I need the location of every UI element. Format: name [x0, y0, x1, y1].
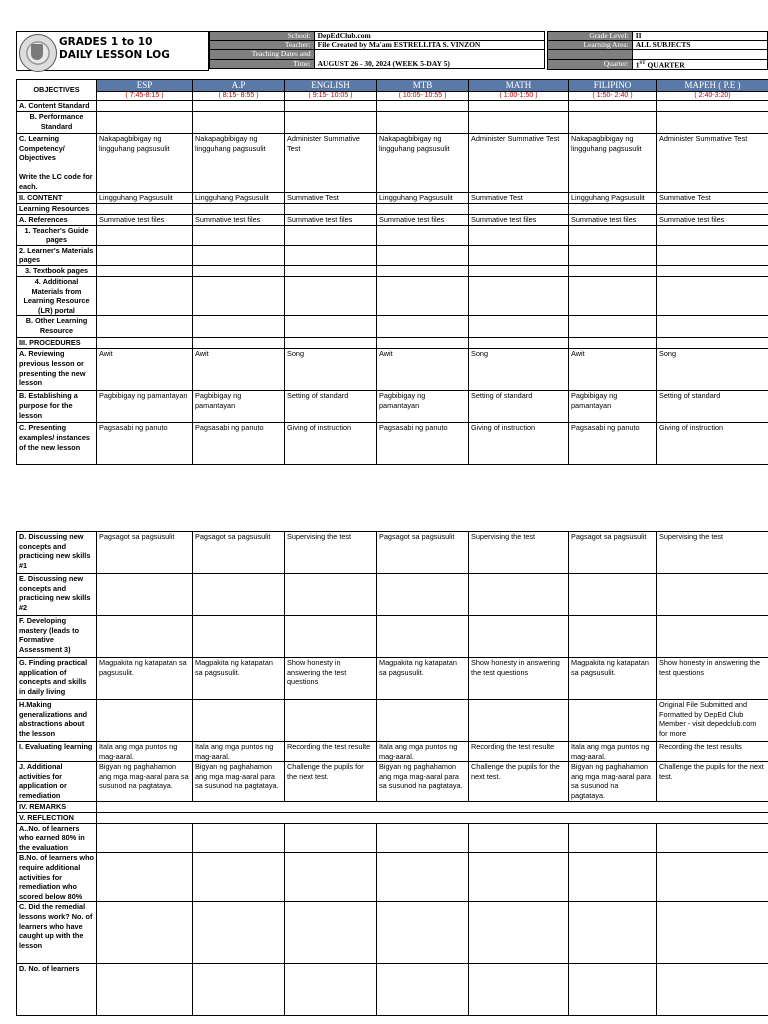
- table-cell: [285, 225, 377, 245]
- subject-header: MAPEH ( P.E ): [657, 80, 768, 92]
- table-cell: Show honesty in answering the test questions: [285, 658, 377, 700]
- table-cell: Itala ang mga puntos ng mag-aaral.: [377, 742, 469, 762]
- header: [16, 31, 768, 71]
- table-cell: Bigyan ng paghahamon ang mga mag-aaral para sa susunod na pagtataya.: [377, 762, 469, 801]
- table-cell: [97, 203, 193, 214]
- table-row: [17, 134, 768, 193]
- table-cell: [569, 964, 657, 1016]
- table-cell: [657, 964, 768, 1016]
- table-cell: Administer Summative Test: [657, 134, 768, 193]
- table-cell: [285, 574, 377, 616]
- table-cell: [657, 101, 768, 112]
- table-row: [17, 812, 768, 823]
- row-label: IV. REMARKS: [17, 801, 97, 812]
- table-cell: Bigyan ng paghahamon ang mga mag-aaral para sa susunod na pagtataya.: [97, 762, 193, 801]
- row-label: H.Making generalizations and abstractions about the lesson: [17, 700, 97, 742]
- table-cell: Pagbibigay ng pamantayan: [569, 391, 657, 423]
- table-cell: Summative test files: [469, 214, 569, 225]
- quarter-label: Quarter:: [548, 59, 633, 70]
- row-label: 3. Textbook pages: [17, 265, 97, 276]
- table-cell: [377, 101, 469, 112]
- table-cell: [193, 700, 285, 742]
- table-cell: [469, 616, 569, 658]
- table-cell: Nakapagbibigay ng lingguhang pagsusulit: [193, 134, 285, 193]
- table-cell: Challenge the pupils for the next test.: [469, 762, 569, 801]
- table-cell: [193, 902, 285, 964]
- table-cell: [97, 801, 768, 812]
- table-cell: [285, 112, 377, 134]
- row-label: B. Establishing a purpose for the lesson: [17, 391, 97, 423]
- table-cell: Summative test files: [569, 214, 657, 225]
- table-cell: [193, 574, 285, 616]
- table-row: [17, 101, 768, 112]
- lesson-log-table-page2: [16, 531, 768, 1016]
- time-slot: ( 9:15- 10:05 ): [285, 92, 377, 101]
- table-cell: [377, 245, 469, 265]
- table-cell: [569, 316, 657, 338]
- table-cell: Magpakita ng katapatan sa pagsusulit.: [97, 658, 193, 700]
- table-cell: Supervising the test: [469, 532, 569, 574]
- table-cell: [469, 823, 569, 853]
- table-cell: Pagsasabi ng panuto: [377, 423, 469, 465]
- table-cell: [469, 902, 569, 964]
- table-cell: [285, 964, 377, 1016]
- table-row: [17, 616, 768, 658]
- table-cell: [377, 616, 469, 658]
- school-value: DepEdClub.com: [314, 32, 544, 41]
- table-cell: Summative test files: [285, 214, 377, 225]
- teacher-value: File Created by Ma'am ESTRELLITA S. VINZON: [314, 41, 544, 50]
- table-cell: [285, 101, 377, 112]
- title-box: [16, 31, 209, 71]
- table-row: [17, 214, 768, 225]
- school-info-table: [209, 31, 545, 69]
- table-cell: [97, 902, 193, 964]
- table-cell: Nakapagbibigay ng lingguhang pagsusulit: [97, 134, 193, 193]
- table-cell: [193, 316, 285, 338]
- table-cell: [469, 225, 569, 245]
- deped-seal-icon: [19, 34, 57, 72]
- table-cell: Awit: [569, 349, 657, 391]
- row-label: C. Did the remedial lessons work? No. of learners who have caught up with the lesson: [17, 902, 97, 964]
- table-cell: [377, 112, 469, 134]
- table-row: [17, 391, 768, 423]
- table-cell: [377, 853, 469, 902]
- table-cell: [97, 338, 193, 349]
- subject-header: ENGLISH: [285, 80, 377, 92]
- table-cell: [657, 338, 768, 349]
- table-row: [17, 742, 768, 762]
- table-cell: [97, 245, 193, 265]
- table-cell: [469, 853, 569, 902]
- table-cell: [657, 245, 768, 265]
- table-cell: [657, 823, 768, 853]
- table-cell: [193, 276, 285, 315]
- table-cell: [469, 276, 569, 315]
- table-cell: [193, 101, 285, 112]
- row-label: E. Discussing new concepts and practicing new skills #2: [17, 574, 97, 616]
- table-cell: Pagsasabi ng panuto: [569, 423, 657, 465]
- table-cell: [377, 574, 469, 616]
- table-cell: Administer Summative Test: [285, 134, 377, 193]
- table-cell: [469, 245, 569, 265]
- table-cell: [569, 574, 657, 616]
- table-cell: Lingguhang Pagsusulit: [377, 192, 469, 203]
- table-row: [17, 316, 768, 338]
- table-cell: Pagbibigay ng pamantayan: [377, 391, 469, 423]
- table-cell: [569, 276, 657, 315]
- table-cell: Show honesty in answering the test questions: [469, 658, 569, 700]
- table-row: [17, 245, 768, 265]
- table-cell: Summative test files: [657, 214, 768, 225]
- table-cell: [193, 112, 285, 134]
- row-label: C. Presenting examples/ instances of the new lesson: [17, 423, 97, 465]
- time-slot: ( 2:40-3:20): [657, 92, 768, 101]
- table-cell: [377, 316, 469, 338]
- row-label: F. Developing mastery (leads to Formative Assessment 3): [17, 616, 97, 658]
- table-row: [17, 574, 768, 616]
- table-cell: [569, 823, 657, 853]
- table-cell: Pagsasabi ng panuto: [193, 423, 285, 465]
- table-cell: [469, 112, 569, 134]
- table-cell: Pagsagot sa pagsusulit: [97, 532, 193, 574]
- table-cell: [657, 574, 768, 616]
- table-cell: [285, 616, 377, 658]
- lesson-log-table-page1: [16, 79, 768, 465]
- row-label: 4. Additional Materials from Learning Resource (LR) portal: [17, 276, 97, 315]
- row-label: C. Learning Competency/ Objectives Write the LC code for each.: [17, 134, 97, 193]
- table-cell: Recording the test resulte: [469, 742, 569, 762]
- dates-label-2: Time:: [210, 59, 315, 68]
- table-cell: [97, 112, 193, 134]
- table-cell: [569, 203, 657, 214]
- table-row: [17, 265, 768, 276]
- table-cell: Lingguhang Pagsusulit: [97, 192, 193, 203]
- row-label: 1. Teacher's Guide pages: [17, 225, 97, 245]
- table-cell: [193, 338, 285, 349]
- table-cell: Setting of standard: [469, 391, 569, 423]
- table-cell: [657, 902, 768, 964]
- table-cell: Itala ang mga puntos ng mag-aaral.: [193, 742, 285, 762]
- table-cell: Bigyan ng paghahamon ang mga mag-aaral para sa susunod na pagtataya.: [569, 762, 657, 801]
- table-cell: [97, 812, 768, 823]
- table-cell: [97, 265, 193, 276]
- table-cell: [285, 276, 377, 315]
- table-cell: [97, 964, 193, 1016]
- grade-info-table: [547, 31, 768, 70]
- row-label: A. Content Standard: [17, 101, 97, 112]
- table-cell: [285, 338, 377, 349]
- time-slot: ( 8:15- 8:55 ): [193, 92, 285, 101]
- grade-label: Grade Level:: [548, 32, 633, 41]
- table-cell: [569, 338, 657, 349]
- table-cell: [193, 616, 285, 658]
- table-cell: [657, 616, 768, 658]
- table-row: [17, 203, 768, 214]
- table-cell: Giving of instruction: [285, 423, 377, 465]
- table-row: [17, 349, 768, 391]
- grade-value: II: [632, 32, 767, 41]
- table-cell: [377, 225, 469, 245]
- row-label: A..No. of learners who earned 80% in the evaluation: [17, 823, 97, 853]
- table-cell: [285, 700, 377, 742]
- table-cell: Show honesty in answering the test questions: [657, 658, 768, 700]
- subject-header: MATH: [469, 80, 569, 92]
- row-label: V. REFLECTION: [17, 812, 97, 823]
- table-cell: Nakapagbibigay ng lingguhang pagsusulit: [377, 134, 469, 193]
- table-cell: Pagsasabi ng panuto: [97, 423, 193, 465]
- table-cell: Pagsagot sa pagsusulit: [377, 532, 469, 574]
- school-label: School:: [210, 32, 315, 41]
- row-label: J. Additional activities for application or remediation: [17, 762, 97, 801]
- table-cell: [285, 902, 377, 964]
- table-row: [17, 112, 768, 134]
- table-cell: Challenge the pupils for the next test.: [657, 762, 768, 801]
- row-label: G. Finding practical application of concepts and skills in daily living: [17, 658, 97, 700]
- table-cell: [469, 338, 569, 349]
- table-row: [17, 658, 768, 700]
- table-cell: Awit: [97, 349, 193, 391]
- table-cell: [285, 316, 377, 338]
- table-cell: Summative Test: [285, 192, 377, 203]
- table-cell: [469, 964, 569, 1016]
- table-cell: [377, 964, 469, 1016]
- table-row: [17, 338, 768, 349]
- table-cell: [469, 700, 569, 742]
- table-cell: [469, 316, 569, 338]
- subject-header: FILIPINO: [569, 80, 657, 92]
- title-line-2: DAILY LESSON LOG: [59, 49, 170, 61]
- table-cell: [285, 203, 377, 214]
- table-cell: [469, 203, 569, 214]
- table-cell: Giving of instruction: [469, 423, 569, 465]
- table-cell: Summative Test: [657, 192, 768, 203]
- table-cell: [657, 265, 768, 276]
- table-cell: Giving of instruction: [657, 423, 768, 465]
- table-cell: [377, 276, 469, 315]
- table-cell: Lingguhang Pagsusulit: [569, 192, 657, 203]
- table-cell: [193, 853, 285, 902]
- table-row: [17, 801, 768, 812]
- table-cell: [97, 316, 193, 338]
- table-cell: [97, 853, 193, 902]
- table-cell: [97, 276, 193, 315]
- dates-label-1: Teaching Dates and: [210, 50, 315, 59]
- table-cell: Challenge the pupils for the next test.: [285, 762, 377, 801]
- table-row: [17, 700, 768, 742]
- table-row: [17, 276, 768, 315]
- table-cell: [97, 225, 193, 245]
- table-row: [17, 423, 768, 465]
- table-cell: Nakapagbibigay ng lingguhang pagsusulit: [569, 134, 657, 193]
- table-cell: Supervising the test: [285, 532, 377, 574]
- table-cell: Recording the test resulte: [285, 742, 377, 762]
- table-row: [17, 853, 768, 902]
- row-label: II. CONTENT: [17, 192, 97, 203]
- teacher-label: Teacher:: [210, 41, 315, 50]
- table-cell: Bigyan ng paghahamon ang mga mag-aaral para sa susunod na pagtataya.: [193, 762, 285, 801]
- table-cell: Summative test files: [193, 214, 285, 225]
- table-cell: [285, 245, 377, 265]
- table-cell: Pagsagot sa pagsusulit: [569, 532, 657, 574]
- table-cell: Lingguhang Pagsusulit: [193, 192, 285, 203]
- table-cell: [377, 700, 469, 742]
- table-cell: [569, 902, 657, 964]
- title-line-1: GRADES 1 to 10: [59, 36, 153, 48]
- time-slot: ( 7:45-8:15 ): [97, 92, 193, 101]
- table-cell: [193, 203, 285, 214]
- table-cell: [285, 853, 377, 902]
- table-cell: Setting of standard: [657, 391, 768, 423]
- table-row: [17, 762, 768, 801]
- table-cell: [377, 203, 469, 214]
- table-cell: Pagbibigay ng pamantayan: [193, 391, 285, 423]
- table-cell: [377, 265, 469, 276]
- table-cell: [569, 700, 657, 742]
- row-label: III. PROCEDURES: [17, 338, 97, 349]
- table-cell: Supervising the test: [657, 532, 768, 574]
- table-cell: Summative test files: [377, 214, 469, 225]
- table-cell: [97, 823, 193, 853]
- table-cell: [193, 225, 285, 245]
- table-cell: Awit: [193, 349, 285, 391]
- table-row: [17, 823, 768, 853]
- table-cell: Pagsagot sa pagsusulit: [193, 532, 285, 574]
- table-cell: [569, 245, 657, 265]
- table-cell: [569, 853, 657, 902]
- table-cell: Magpakita ng katapatan sa pagsusulit.: [377, 658, 469, 700]
- time-slot: ( 1:50- 2:40 ): [569, 92, 657, 101]
- table-cell: [193, 823, 285, 853]
- table-cell: Song: [657, 349, 768, 391]
- table-cell: [469, 265, 569, 276]
- table-cell: [377, 902, 469, 964]
- subject-header: ESP: [97, 80, 193, 92]
- subject-header: MTB: [377, 80, 469, 92]
- table-cell: [569, 101, 657, 112]
- row-label: B. Performance Standard: [17, 112, 97, 134]
- table-cell: [469, 101, 569, 112]
- table-cell: [193, 964, 285, 1016]
- table-cell: [377, 823, 469, 853]
- area-value: ALL SUBJECTS: [632, 41, 767, 50]
- table-cell: [97, 700, 193, 742]
- quarter-value: 1ST QUARTER: [632, 59, 767, 70]
- table-cell: Administer Summative Test: [469, 134, 569, 193]
- table-cell: [657, 203, 768, 214]
- table-cell: [97, 101, 193, 112]
- row-label: B.No. of learners who require additional activities for remediation who scored below 80%: [17, 853, 97, 902]
- table-row: [17, 225, 768, 245]
- row-label: Learning Resources: [17, 203, 97, 214]
- dates-value: AUGUST 26 - 30, 2024 (WEEK 5-DAY 5): [314, 50, 544, 68]
- table-cell: Pagbibigay ng pamantayan: [97, 391, 193, 423]
- table-cell: Song: [285, 349, 377, 391]
- table-cell: [569, 616, 657, 658]
- table-cell: [97, 616, 193, 658]
- area-label: Learning Area:: [548, 41, 633, 50]
- table-cell: Summative test files: [97, 214, 193, 225]
- table-cell: Setting of standard: [285, 391, 377, 423]
- table-cell: Original File Submitted and Formatted by DepEd Club Member - visit depedclub.com for more: [657, 700, 768, 742]
- table-cell: [377, 338, 469, 349]
- table-cell: [97, 574, 193, 616]
- row-label: A. References: [17, 214, 97, 225]
- subject-header: A.P: [193, 80, 285, 92]
- table-cell: Itala ang mga puntos ng mag-aaral.: [569, 742, 657, 762]
- table-cell: [569, 225, 657, 245]
- table-row: [17, 532, 768, 574]
- table-cell: [657, 276, 768, 315]
- table-cell: Song: [469, 349, 569, 391]
- table-cell: [285, 265, 377, 276]
- table-cell: [657, 225, 768, 245]
- row-label: 2. Learner's Materials pages: [17, 245, 97, 265]
- row-label: B. Other Learning Resource: [17, 316, 97, 338]
- time-slot: ( 1:00-1:50 ): [469, 92, 569, 101]
- table-row: [17, 902, 768, 964]
- table-cell: [569, 112, 657, 134]
- row-label: A. Reviewing previous lesson or presenting the new lesson: [17, 349, 97, 391]
- table-row: [17, 192, 768, 203]
- table-cell: Recording the test results: [657, 742, 768, 762]
- blank-label: [548, 50, 633, 59]
- table-cell: Magpakita ng katapatan sa pagsusulit.: [569, 658, 657, 700]
- table-cell: Summative Test: [469, 192, 569, 203]
- row-label: I. Evaluating learning: [17, 742, 97, 762]
- row-label: D. No. of learners: [17, 964, 97, 1016]
- time-slot: ( 10:05- 10:55 ): [377, 92, 469, 101]
- table-cell: [657, 853, 768, 902]
- table-row: [17, 964, 768, 1016]
- blank-value: [632, 50, 767, 59]
- table-cell: Magpakita ng katapatan sa pagsusulit.: [193, 658, 285, 700]
- table-cell: [193, 265, 285, 276]
- table-cell: [469, 574, 569, 616]
- table-cell: [285, 823, 377, 853]
- table-cell: [657, 112, 768, 134]
- table-cell: [569, 265, 657, 276]
- table-cell: [193, 245, 285, 265]
- row-label: D. Discussing new concepts and practicing new skills #1: [17, 532, 97, 574]
- table-cell: [657, 316, 768, 338]
- table-cell: Awit: [377, 349, 469, 391]
- table-cell: Itala ang mga puntos ng mag-aaral.: [97, 742, 193, 762]
- objectives-header: OBJECTIVES: [17, 80, 97, 101]
